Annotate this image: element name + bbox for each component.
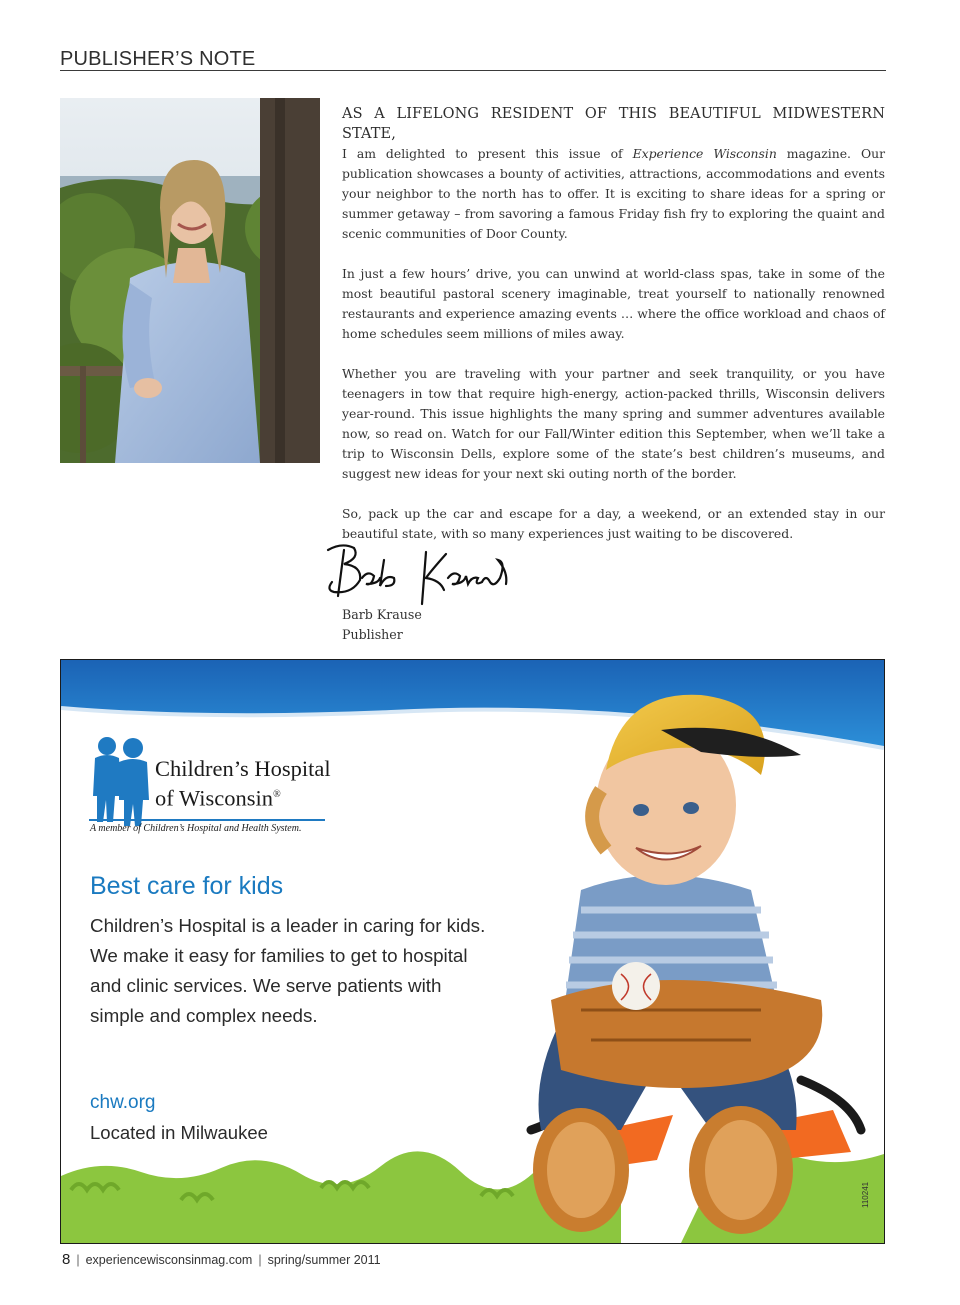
logo-divider [89, 819, 325, 821]
signer-block [342, 605, 422, 645]
letter-text: I am delighted to present this issue of [342, 146, 633, 161]
ad-body-copy: Children’s Hospital is a leader in caring for kids. We make it easy for families to get to hospital and clinic services. We serve patients with simple and complex needs. [90, 915, 486, 1026]
letter-paragraph [342, 104, 885, 244]
ad-website-link[interactable]: chw.org [90, 1092, 156, 1113]
letter-paragraph: In just a few hours’ drive, you can unwind at world-class spas, take in some of the most beautiful pastoral scenery imaginable, treat yourself to nationally renowned restaurants and experience amazing events … where the office workload and chaos of home schedules seem millions of miles away. [342, 266, 885, 341]
childrens-hospital-ad [60, 659, 885, 1244]
page-number: 8 [62, 1251, 71, 1268]
footer-separator: | [76, 1253, 80, 1267]
publisher-photo-illustration [60, 98, 320, 463]
logo-wordmark [155, 756, 331, 812]
publisher-photo [60, 98, 320, 463]
signer-name: Barb Krause [342, 607, 422, 622]
registered-mark: ® [273, 789, 281, 800]
logo-line-1: Children’s Hospital [155, 756, 331, 781]
boy-illustration [533, 695, 822, 1234]
letter-paragraph: So, pack up the car and escape for a day, a weekend, or an extended stay in our beautiful state, with so many experiences just waiting to be discovered. [342, 506, 885, 541]
section-header [60, 48, 886, 71]
ad-headline: Best care for kids [90, 872, 284, 900]
ad-location: Located in Milwaukee [90, 1122, 268, 1143]
logo-line-2: of Wisconsin [155, 785, 274, 811]
letter-paragraph: Whether you are traveling with your partner and seek tranquility, or you have teenagers in tow that require high-energy, action-packed thrills, Wisconsin delivers year-round. This issue highlights the many spring and summer adventures available now, so read on. Watch for our Fall/Winter edition this September, when we’ll take a trip to Wisconsin Dells, explore some of the state’s best children’s museums, and suggest new ideas for your next ski outing north of the border. [342, 366, 885, 481]
letter-text: magazine. Our publication showcases a bounty of activities, attractions, accommodations and events your neighbor to the north has to offer. It is exciting to share ideas for a spring or summer getaway – from savoring a famous Friday fish fry to exploring the quaint and scenic communities of Door County. [342, 146, 886, 241]
section-title: PUBLISHER’S NOTE [60, 48, 256, 70]
ad-code: 110241 [861, 1181, 870, 1208]
footer-website[interactable]: experiencewisconsinmag.com [85, 1253, 253, 1267]
page-footer [62, 1251, 381, 1268]
publisher-letter [342, 104, 885, 564]
letter-lead: AS A LIFELONG RESIDENT OF THIS BEAUTIFUL MIDWESTERN STATE, [342, 106, 885, 142]
footer-issue: spring/summer 2011 [267, 1253, 381, 1267]
signer-title: Publisher [342, 627, 403, 642]
logo-tagline: A member of Children’s Hospital and Health System. [90, 823, 302, 834]
magazine-title: Experience Wisconsin [632, 146, 777, 161]
footer-separator: | [258, 1253, 262, 1267]
handwritten-signature [322, 540, 522, 610]
